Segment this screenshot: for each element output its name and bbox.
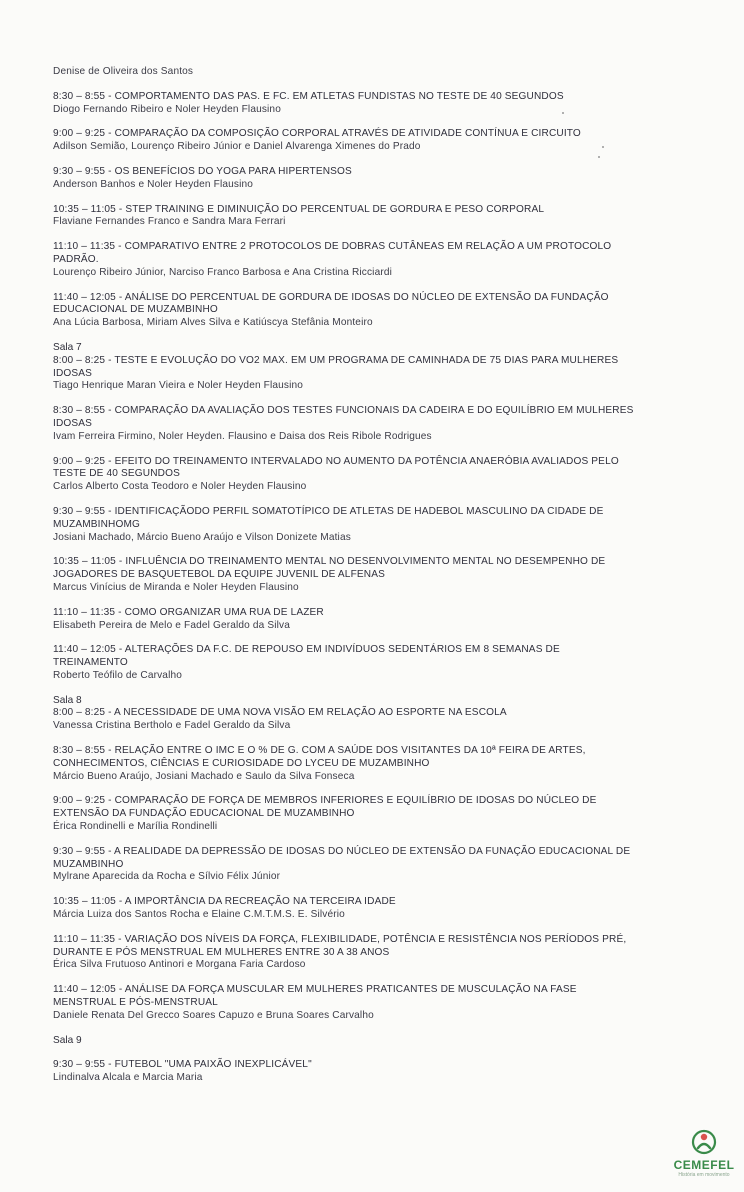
room-heading-sala8: Sala 8	[53, 694, 82, 706]
presentation-title-cont: JOGADORES DE BASQUETEBOL DA EQUIPE JUVENIL DE ALFENAS	[53, 569, 385, 581]
list-item	[53, 128, 683, 154]
presentation-title-cont: CONHECIMENTOS, CIÊNCIAS E CURIOSIDADE DO LYCEU DE MUZAMBINHO	[53, 757, 430, 769]
presentation-title: 8:30 – 8:55 - COMPORTAMENTO DAS PAS. E FC. EM ATLETAS FUNDISTAS NO TESTE DE 40 SEGUNDOS	[53, 90, 564, 102]
presentation-title-cont: MUZAMBINHO	[53, 858, 124, 870]
presentation-authors: Márcia Luiza dos Santos Rocha e Elaine C.M.T.M.S. E. Silvério	[53, 909, 345, 921]
presentation-authors: Tiago Henrique Maran Vieira e Noler Heyden Flausino	[53, 380, 304, 392]
scan-speck	[598, 156, 600, 158]
presentation-authors: Flaviane Fernandes Franco e Sandra Mara Ferrari	[53, 216, 286, 228]
list-item	[53, 707, 683, 733]
presentation-title: 10:35 – 11:05 - A IMPORTÂNCIA DA RECREAÇÃO NA TERCEIRA IDADE	[53, 896, 396, 908]
presentation-title: 9:30 – 9:55 - OS BENEFÍCIOS DO YOGA PARA HIPERTENSOS	[53, 165, 352, 177]
presentation-title: 9:30 – 9:55 - IDENTIFICAÇÃODO PERFIL SOMATOTÍPICO DE ATLETAS DE HADEBOL MASCULINO DA CIDADE DE	[53, 505, 604, 517]
presentation-title-cont: DURANTE E PÓS MENSTRUAL EM MULHERES ENTRE 30 A 38 ANOS	[53, 946, 390, 958]
presentation-title-cont: EDUCACIONAL DE MUZAMBINHO	[53, 304, 218, 316]
presentation-authors: Márcio Bueno Araújo, Josiani Machado e Saulo da Silva Fonseca	[53, 770, 355, 782]
presentation-title: 9:30 – 9:55 - FUTEBOL "UMA PAIXÃO INEXPLICÁVEL"	[53, 1059, 312, 1071]
presentation-title: 9:00 – 9:25 - EFEITO DO TREINAMENTO INTERVALADO NO AUMENTO DA POTÊNCIA ANAERÓBIA AVALIADOS PELO	[53, 455, 619, 467]
cemefel-logo-name: CEMEFEL	[673, 1158, 735, 1172]
list-item	[53, 456, 683, 494]
room-heading-sala9: Sala 9	[53, 1034, 82, 1046]
room-heading-block-sala9	[53, 1035, 683, 1048]
list-item	[53, 846, 683, 884]
list-item	[53, 1059, 683, 1085]
presentation-authors: Adilson Semião, Lourenço Ribeiro Júnior e Daniel Alvarenga Ximenes do Prado	[53, 141, 421, 153]
presentation-title-cont: IDOSAS	[53, 367, 93, 379]
presentation-authors: Anderson Banhos e Noler Heyden Flausino	[53, 178, 253, 190]
presentation-title: 11:10 – 11:35 - COMPARATIVO ENTRE 2 PROTOCOLOS DE DOBRAS CUTÂNEAS EM RELAÇÃO A UM PROTOCOLO	[53, 241, 612, 253]
presentation-title: 9:00 – 9:25 - COMPARAÇÃO DE FORÇA DE MEMBROS INFERIORES E EQUILÍBRIO DE IDOSAS DO NÚCLEO DE	[53, 795, 597, 807]
presentation-title: 11:40 – 12:05 - ANÁLISE DO PERCENTUAL DE GORDURA DE IDOSAS DO NÚCLEO DE EXTENSÃO DA FUNDAÇÃO	[53, 291, 609, 303]
cemefel-logo-tagline: História em movimento	[678, 1172, 730, 1178]
presentation-title: 11:40 – 12:05 - ALTERAÇÕES DA F.C. DE REPOUSO EM INDIVÍDUOS SEDENTÁRIOS EM 8 SEMANAS DE	[53, 644, 560, 656]
presentation-title: 10:35 – 11:05 - STEP TRAINING E DIMINUIÇÃO DO PERCENTUAL DE GORDURA E PESO CORPORAL	[53, 203, 545, 215]
list-item	[53, 405, 683, 443]
presentation-authors: Daniele Renata Del Grecco Soares Capuzo e Bruna Soares Carvalho	[53, 1009, 374, 1021]
list-item	[53, 241, 683, 279]
presentation-title-cont: PADRÃO.	[53, 253, 99, 265]
list-item	[53, 745, 683, 783]
scan-speck	[562, 112, 564, 114]
list-item	[53, 934, 683, 972]
presentation-title-cont: MENSTRUAL E PÓS-MENSTRUAL	[53, 997, 218, 1009]
presentation-authors: Ivam Ferreira Firmino, Noler Heyden. Flausino e Daisa dos Reis Ribole Rodrigues	[53, 430, 432, 442]
presentation-title: 11:10 – 11:35 - VARIAÇÃO DOS NÍVEIS DA FORÇA, FLEXIBILIDADE, POTÊNCIA E RESISTÊNCIA NOS PERÍODOS PRÉ,	[53, 933, 627, 945]
cemefel-emblem-icon	[687, 1128, 721, 1158]
presentation-title: 8:30 – 8:55 - RELAÇÃO ENTRE O IMC E O % DE G. COM A SAÚDE DOS VISITANTES DA 10ª FEIRA DE ARTES,	[53, 745, 586, 757]
header-author: Denise de Oliveira dos Santos	[53, 66, 194, 77]
presentation-title: 8:00 – 8:25 - A NECESSIDADE DE UMA NOVA VISÃO EM RELAÇÃO AO ESPORTE NA ESCOLA	[53, 707, 507, 719]
list-item	[53, 506, 683, 544]
presentation-title-cont: TREINAMENTO	[53, 657, 128, 669]
presentation-authors: Ana Lúcia Barbosa, Miriam Alves Silva e Katiúscya Stefânia Monteiro	[53, 317, 373, 329]
presentation-authors: Marcus Vinícius de Miranda e Noler Heyden Flausino	[53, 581, 299, 593]
presentation-title: 9:30 – 9:55 - A REALIDADE DA DEPRESSÃO DE IDOSAS DO NÚCLEO DE EXTENSÃO DA FUNAÇÃO EDUCACIONAL DE	[53, 845, 631, 857]
list-item	[53, 91, 683, 117]
list-item	[53, 984, 683, 1022]
document-page	[53, 66, 683, 1097]
presentation-authors: Mylrane Aparecida da Rocha e Sílvio Félix Júnior	[53, 871, 281, 883]
list-item	[53, 607, 683, 633]
presentation-authors: Lourenço Ribeiro Júnior, Narciso Franco Barbosa e Ana Cristina Ricciardi	[53, 266, 392, 278]
presentation-authors: Vanessa Cristina Bertholo e Fadel Geraldo da Silva	[53, 720, 291, 732]
list-item	[53, 292, 683, 330]
list-item	[53, 644, 683, 682]
presentation-title: 9:00 – 9:25 - COMPARAÇÃO DA COMPOSIÇÃO CORPORAL ATRAVÉS DE ATIVIDADE CONTÍNUA E CIRCUITO	[53, 128, 581, 140]
list-item	[53, 204, 683, 230]
presentation-authors: Carlos Alberto Costa Teodoro e Noler Heyden Flausino	[53, 481, 307, 493]
presentation-authors: Érica Rondinelli e Marília Rondinelli	[53, 821, 218, 833]
presentation-authors: Josiani Machado, Márcio Bueno Araújo e Vilson Donizete Matias	[53, 531, 351, 543]
presentation-title: 11:10 – 11:35 - COMO ORGANIZAR UMA RUA DE LAZER	[53, 606, 324, 618]
presentation-authors: Roberto Teófilo de Carvalho	[53, 669, 182, 681]
presentation-title: 10:35 – 11:05 - INFLUÊNCIA DO TREINAMENTO MENTAL NO DESENVOLVIMENTO MENTAL NO DESEMPENHO DE	[53, 556, 606, 568]
scan-speck	[602, 146, 604, 148]
list-item	[53, 795, 683, 833]
presentation-title-cont: IDOSAS	[53, 417, 93, 429]
presentation-title: 8:00 – 8:25 - TESTE E EVOLUÇÃO DO VO2 MAX. EM UM PROGRAMA DE CAMINHADA DE 75 DIAS PARA MULHERES	[53, 354, 619, 366]
list-item	[53, 166, 683, 192]
presentation-title: 11:40 – 12:05 - ANÁLISE DA FORÇA MUSCULAR EM MULHERES PRATICANTES DE MUSCULAÇÃO NA FASE	[53, 984, 577, 996]
presentation-title-cont: EXTENSÃO DA FUNDAÇÃO EDUCACIONAL DE MUZAMBINHO	[53, 808, 355, 820]
list-item	[53, 896, 683, 922]
presentation-title-cont: MUZAMBINHOMG	[53, 518, 141, 530]
presentation-authors: Érica Silva Frutuoso Antinori e Morgana Faria Cardoso	[53, 959, 306, 971]
list-item	[53, 556, 683, 594]
presentation-authors: Elisabeth Pereira de Melo e Fadel Geraldo da Silva	[53, 619, 290, 631]
presentation-title-cont: TESTE DE 40 SEGUNDOS	[53, 468, 180, 480]
presentation-authors: Diogo Fernando Ribeiro e Noler Heyden Flausino	[53, 103, 281, 115]
list-item	[53, 355, 683, 393]
presentation-title: 8:30 – 8:55 - COMPARAÇÃO DA AVALIAÇÃO DOS TESTES FUNCIONAIS DA CADEIRA E DO EQUILÍBRIO EM MULHERES	[53, 405, 634, 417]
cemefel-logo	[672, 1128, 736, 1184]
presentation-authors: Lindinalva Alcala e Marcia Maria	[53, 1072, 203, 1084]
header-author-block	[53, 66, 683, 79]
room-heading-sala7: Sala 7	[53, 341, 82, 353]
